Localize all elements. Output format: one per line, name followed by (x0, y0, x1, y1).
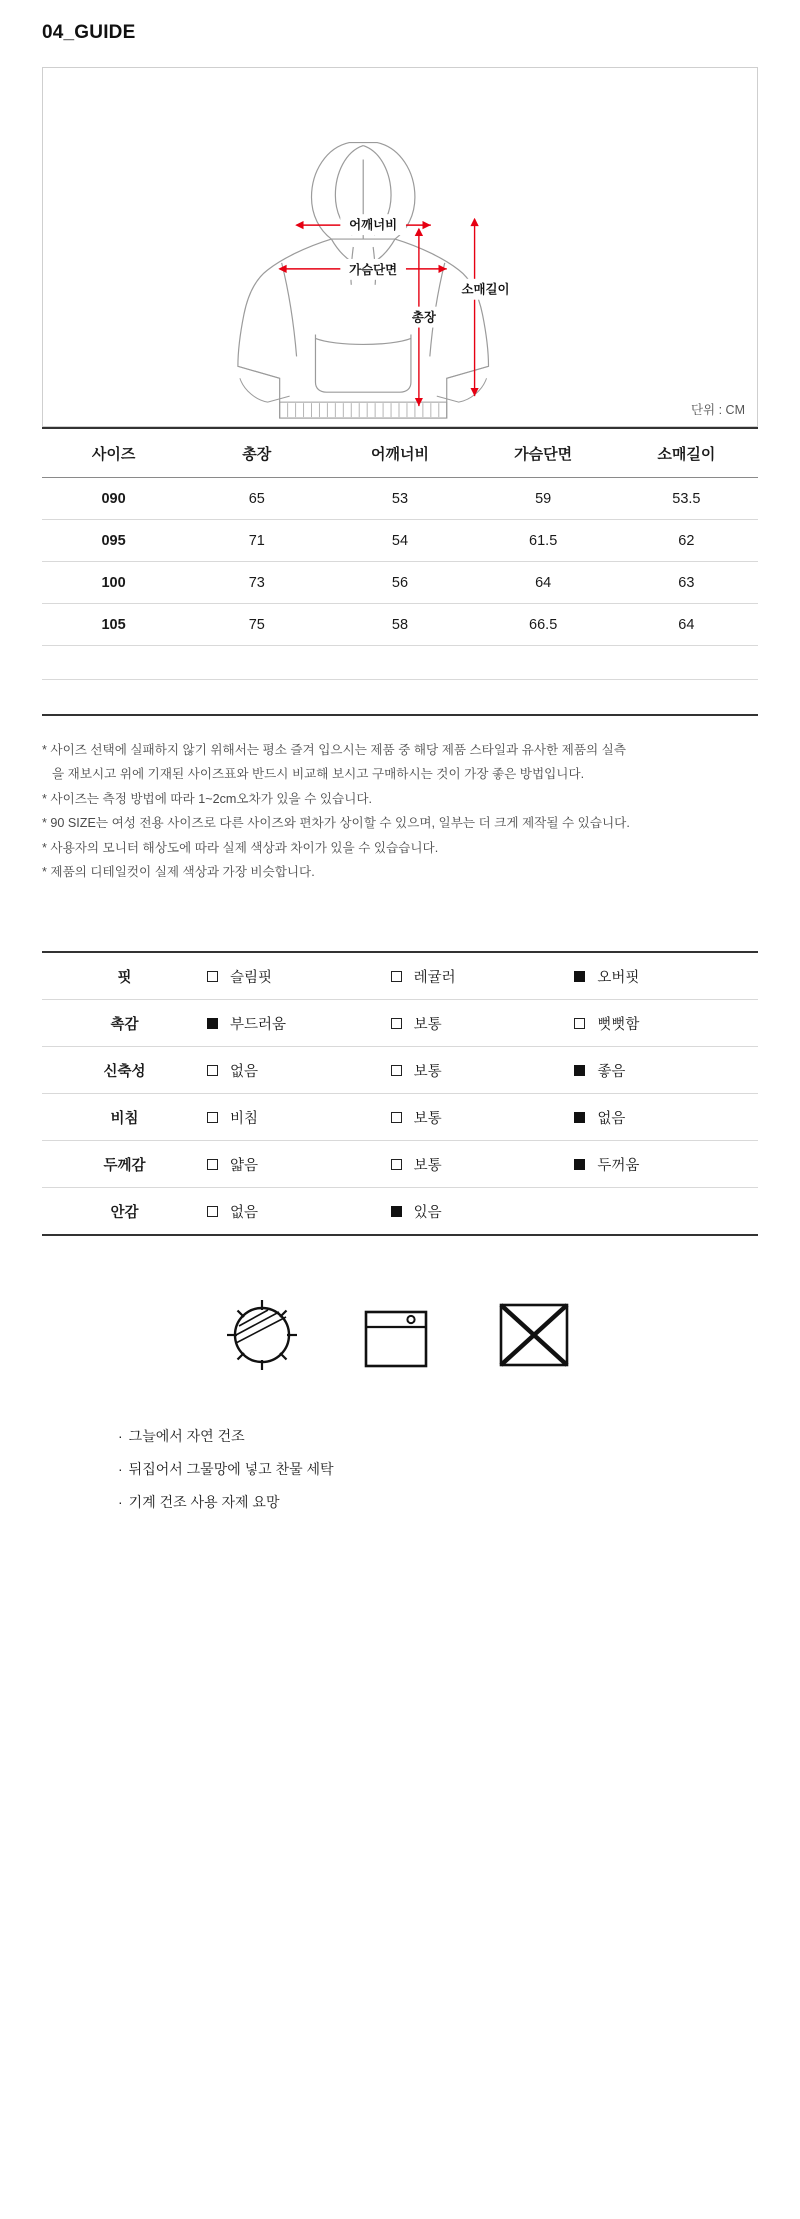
checkbox-unchecked-icon[interactable] (391, 1112, 402, 1123)
unit-label: 단위 : CM (690, 403, 745, 417)
shade-dry-icon (223, 1296, 301, 1374)
note-line: * 사이즈 선택에 실패하지 않기 위해서는 평소 즐겨 입으시는 제품 중 해당 제품 스타일과 유사한 제품의 실측 (42, 742, 627, 757)
care-instruction-text: 기계 건조 사용 자제 요망 (128, 1493, 280, 1510)
note-line: 을 재보시고 위에 기재된 사이즈표와 반드시 비교해 보시고 구매하시는 것이 가장 좋은 방법입니다. (52, 767, 585, 782)
size-cell: 105 (42, 604, 185, 646)
bottom-spacer (0, 1518, 800, 1638)
product-attribute-table (42, 951, 758, 1236)
attr-option-empty (574, 1187, 758, 1235)
page-title: 04_GUIDE (42, 22, 136, 43)
note-line: * 사이즈는 측정 방법에 따라 1~2cm오차가 있을 수 있습니다. (42, 791, 373, 806)
attr-option-label: 없음 (597, 1110, 626, 1127)
attr-option-label: 얇음 (230, 1157, 259, 1174)
checkbox-checked-icon[interactable] (391, 1206, 402, 1217)
care-instruction-text: 그늘에서 자연 건조 (128, 1427, 245, 1444)
size-diagram-panel (42, 67, 758, 427)
length-cell: 71 (185, 520, 328, 562)
checkbox-checked-icon[interactable] (574, 1112, 585, 1123)
size-table-header-cell: 소매길이 (615, 428, 758, 478)
attr-option (207, 952, 391, 1000)
size-cell: 095 (42, 520, 185, 562)
attr-row-texture (42, 999, 758, 1046)
attr-option-label: 슬림핏 (230, 969, 273, 986)
shoulder-cell: 54 (328, 520, 471, 562)
note-line: * 사용자의 모니터 해상도에 따라 실제 색상과 차이가 있을 수 있습습니다. (42, 840, 439, 855)
care-instruction-text: 뒤집어서 그물망에 넣고 찬물 세탁 (128, 1460, 334, 1477)
chest-cell: 64 (472, 562, 615, 604)
checkbox-unchecked-icon[interactable] (207, 1112, 218, 1123)
checkbox-checked-icon[interactable] (574, 1159, 585, 1170)
label-sleeve: 소매길이 (461, 282, 510, 297)
checkbox-unchecked-icon[interactable] (391, 1065, 402, 1076)
attr-option-label: 오버핏 (597, 969, 640, 986)
shoulder-cell: 56 (328, 562, 471, 604)
attr-option-label: 부드러움 (230, 1016, 287, 1033)
attr-option-label: 두꺼움 (597, 1157, 640, 1174)
care-instruction-line (118, 1453, 800, 1486)
attr-label: 안감 (110, 1204, 139, 1221)
checkbox-unchecked-icon[interactable] (574, 1018, 585, 1029)
table-row-empty (42, 680, 758, 714)
sleeve-cell: 62 (615, 520, 758, 562)
chest-cell: 61.5 (472, 520, 615, 562)
table-row (42, 478, 758, 520)
do-not-tumble-dry-icon (491, 1296, 577, 1374)
attr-option (391, 1140, 575, 1187)
checkbox-checked-icon[interactable] (574, 1065, 585, 1076)
bullet-icon: · (118, 1427, 123, 1444)
note-line: * 제품의 디테일컷이 실제 색상과 가장 비슷합니다. (42, 865, 315, 880)
attr-option-label: 보통 (413, 1110, 442, 1127)
checkbox-unchecked-icon[interactable] (207, 1159, 218, 1170)
shoulder-cell: 58 (328, 604, 471, 646)
care-instruction-line (118, 1420, 800, 1453)
attr-option-label: 좋음 (597, 1063, 626, 1080)
size-cell: 100 (42, 562, 185, 604)
size-cell: 090 (42, 478, 185, 520)
attr-option (391, 1093, 575, 1140)
length-cell: 75 (185, 604, 328, 646)
label-chest: 가슴단면 (349, 262, 398, 277)
attr-option-label: 없음 (230, 1204, 259, 1221)
attr-row-thickness (42, 1140, 758, 1187)
care-instruction-line (118, 1486, 800, 1519)
bullet-icon: · (118, 1493, 123, 1510)
care-symbol-row (0, 1296, 800, 1374)
checkbox-unchecked-icon[interactable] (391, 1159, 402, 1170)
bullet-icon: · (118, 1460, 123, 1477)
attr-label: 핏 (117, 969, 132, 986)
attr-option-label: 있음 (413, 1204, 442, 1221)
label-length: 총장 (411, 310, 436, 325)
attr-option (391, 999, 575, 1046)
checkbox-unchecked-icon[interactable] (207, 971, 218, 982)
attr-row-transparency (42, 1093, 758, 1140)
attr-option (574, 1046, 758, 1093)
size-table-header-row (42, 428, 758, 478)
size-table-header-cell: 가슴단면 (472, 428, 615, 478)
checkbox-unchecked-icon[interactable] (207, 1206, 218, 1217)
sleeve-cell: 53.5 (615, 478, 758, 520)
care-instructions (0, 1420, 800, 1519)
attr-option (391, 1187, 575, 1235)
attr-option-label: 보통 (413, 1016, 442, 1033)
size-table-header-cell: 사이즈 (42, 428, 185, 478)
attr-label: 신축성 (103, 1063, 146, 1080)
checkbox-unchecked-icon[interactable] (391, 971, 402, 982)
sleeve-cell: 64 (615, 604, 758, 646)
attr-option (574, 1093, 758, 1140)
size-table-bottom-rule (42, 714, 758, 716)
attr-option (207, 1140, 391, 1187)
hoodie-measurement-diagram (43, 68, 757, 426)
attr-option-label: 레귤러 (413, 969, 456, 986)
chest-cell: 66.5 (472, 604, 615, 646)
machine-wash-cold-icon (357, 1304, 435, 1374)
attr-row-fit (42, 952, 758, 1000)
checkbox-unchecked-icon[interactable] (207, 1065, 218, 1076)
attr-option (574, 952, 758, 1000)
checkbox-checked-icon[interactable] (207, 1018, 218, 1029)
shoulder-cell: 53 (328, 478, 471, 520)
attr-label: 촉감 (110, 1016, 139, 1033)
attr-option (207, 999, 391, 1046)
checkbox-checked-icon[interactable] (574, 971, 585, 982)
attr-option (207, 1093, 391, 1140)
size-table-header-cell: 총장 (185, 428, 328, 478)
attr-row-stretch (42, 1046, 758, 1093)
attr-option (391, 1046, 575, 1093)
size-table (42, 427, 758, 714)
sleeve-cell: 63 (615, 562, 758, 604)
attr-option (207, 1187, 391, 1235)
length-cell: 73 (185, 562, 328, 604)
table-row-empty (42, 646, 758, 680)
note-line: * 90 SIZE는 여성 전용 사이즈로 다른 사이즈와 편차가 상이할 수 있으며, 일부는 더 크게 제작될 수 있습니다. (42, 816, 630, 831)
attr-label: 비침 (110, 1110, 139, 1127)
attr-option (391, 952, 575, 1000)
label-shoulder: 어깨너비 (349, 218, 398, 233)
attr-option-label: 비침 (230, 1110, 259, 1127)
size-table-header-cell: 어깨너비 (328, 428, 471, 478)
attr-option-label: 없음 (230, 1063, 259, 1080)
attr-row-lining (42, 1187, 758, 1235)
table-row (42, 562, 758, 604)
attr-option (207, 1046, 391, 1093)
length-cell: 65 (185, 478, 328, 520)
table-row (42, 604, 758, 646)
attr-label: 두께감 (103, 1157, 146, 1174)
attr-option-label: 보통 (413, 1157, 442, 1174)
attr-option-label: 보통 (413, 1063, 442, 1080)
table-row (42, 520, 758, 562)
attr-option (574, 1140, 758, 1187)
size-notes (42, 738, 758, 885)
attr-option (574, 999, 758, 1046)
attr-option-label: 뻣뻣함 (597, 1016, 640, 1033)
chest-cell: 59 (472, 478, 615, 520)
checkbox-unchecked-icon[interactable] (391, 1018, 402, 1029)
